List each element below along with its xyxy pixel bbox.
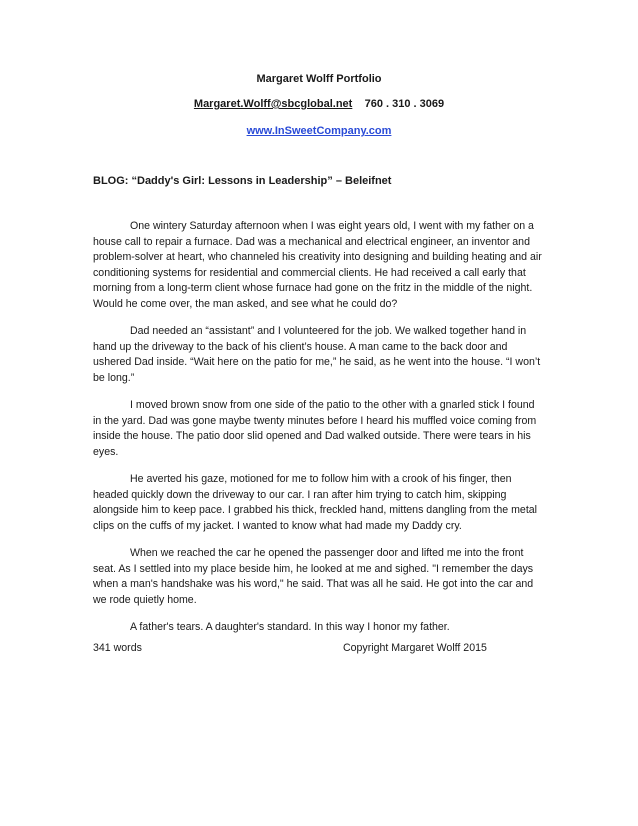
paragraph: A father's tears. A daughter's standard. In this way I honor my father. xyxy=(130,621,450,633)
email-link[interactable]: Margaret.Wolff@sbcglobal.net xyxy=(193,98,353,110)
paragraph: One wintery Saturday afternoon when I was eight years old, I went with my father on a house call to repair a furnace. Dad was a mechanical and electrical engineer, an inventor and problem-solver at heart, who channeled his creativity into designing and building heating and air conditioning systems for residential and commercial clients. He had received a call early that morning from a long-term client whose furnace had gone on the fritz in the middle of the night. Would he come over, the man asked, and see what he could do? xyxy=(93,220,542,310)
footer xyxy=(93,642,545,654)
website-link[interactable]: www.InSweetCompany.com xyxy=(246,125,392,137)
contact-line xyxy=(0,98,638,110)
blog-title: BLOG: “Daddy's Girl: Lessons in Leadership” – Beleifnet xyxy=(93,175,392,187)
article-body xyxy=(93,219,545,648)
word-count: 341 words xyxy=(93,642,142,654)
website-line xyxy=(0,125,638,137)
portfolio-title: Margaret Wolff Portfolio xyxy=(256,73,382,85)
paragraph: Dad needed an “assistant” and I volunteered for the job. We walked together hand in hand up the driveway to the back of his client’s house. A man came to the back door and ushered Dad inside. “Wait here on the patio for me,” he said, as he went into the house. “I won’t be long.” xyxy=(93,325,541,384)
paragraph: When we reached the car he opened the passenger door and lifted me into the front seat. As I settled into my place beside him, he looked at me and sighed. "I remember the days when a man's handshake was his word," he said. That was all he said. He got into the car and we rode quietly home. xyxy=(93,547,534,606)
paragraph: I moved brown snow from one side of the patio to the other with a gnarled stick I found in the yard. Dad was gone maybe twenty minutes before I heard his muffled voice coming from inside the house. The patio door slid opened and Dad walked outside. There were tears in his eyes. xyxy=(93,399,537,458)
paragraph: He averted his gaze, motioned for me to follow him with a crook of his finger, then headed quickly down the driveway to our car. I ran after him trying to catch him, skipping alongside him to keep pace. I grabbed his thick, freckled hand, mittens dangling from the metal clips on the cuffs of my jacket. I wanted to know what had made my Daddy cry. xyxy=(93,473,538,532)
copyright-notice: Copyright Margaret Wolff 2015 xyxy=(343,642,487,654)
phone-number: 760 . 310 . 3069 xyxy=(364,98,445,110)
